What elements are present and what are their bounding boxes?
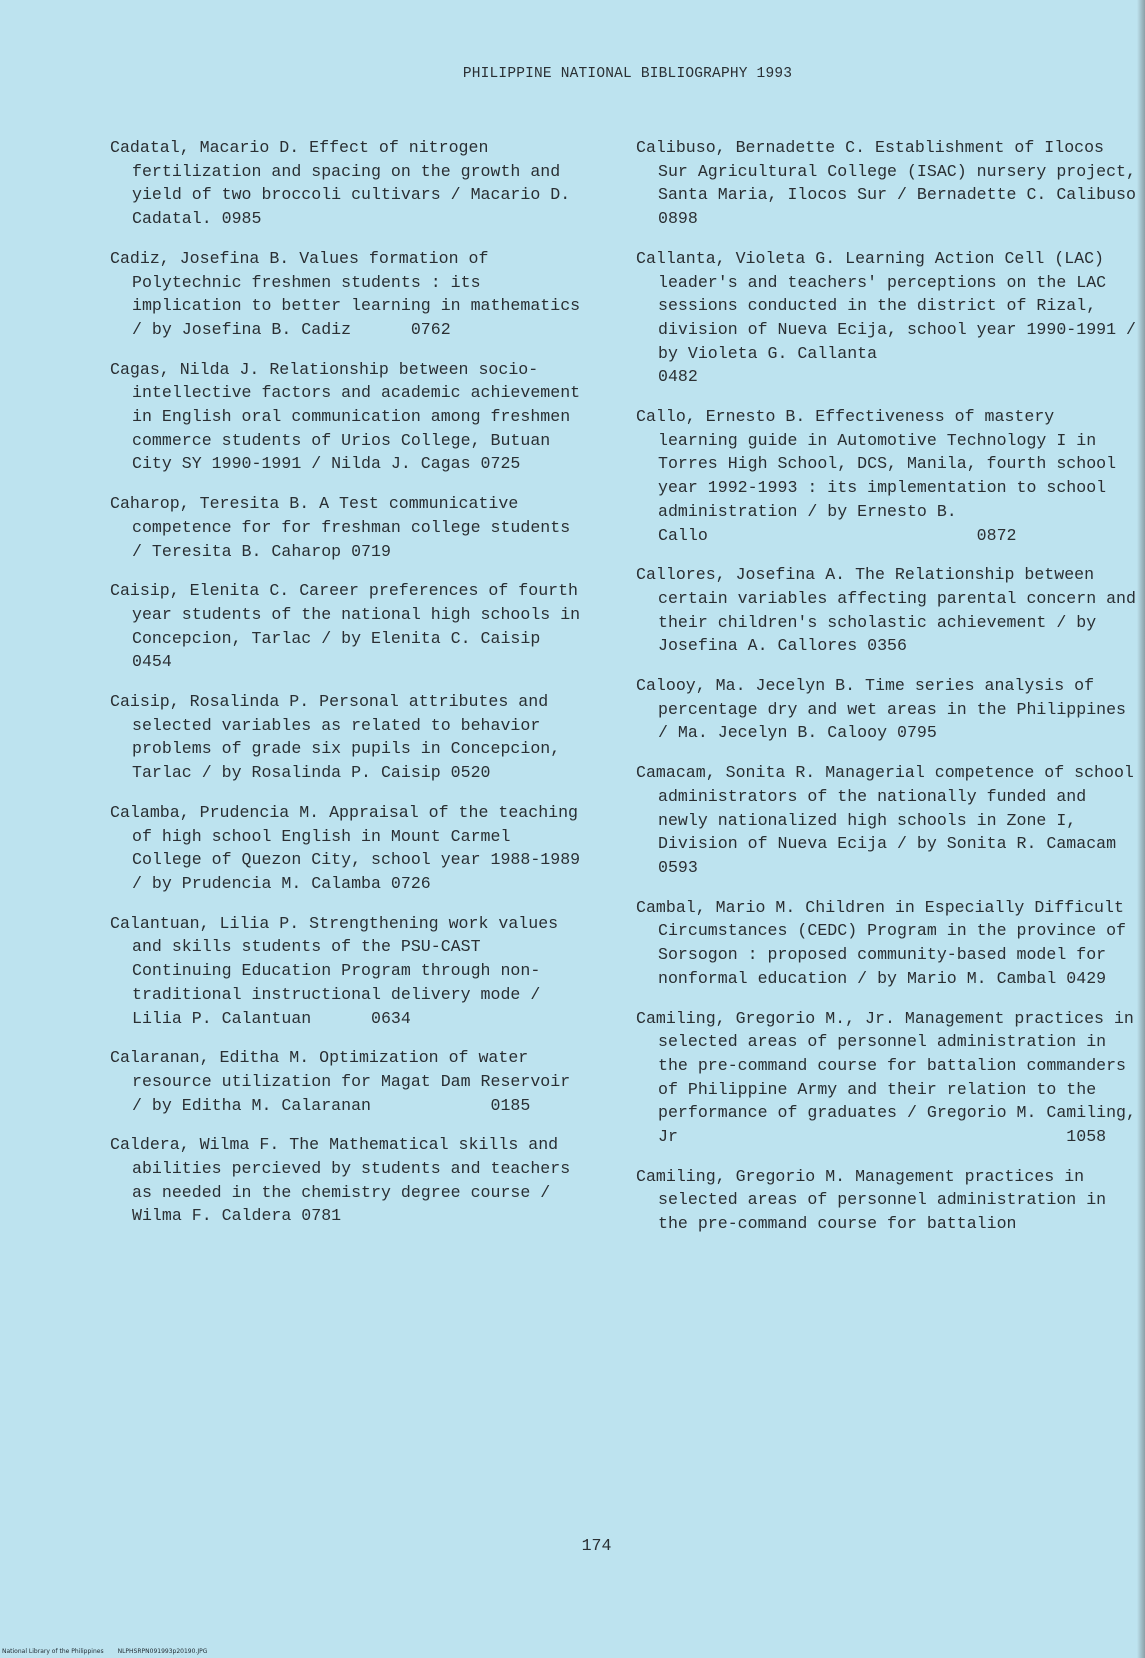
- running-header-title: PHILIPPINE NATIONAL BIBLIOGRAPHY 1993: [462, 66, 793, 82]
- bibliography-entry: Cadatal, Macario D. Effect of nitrogen fertilization and spacing on the growth and yield of two broccoli cultivars / Macario D. Cadatal. 0985: [110, 138, 571, 229]
- bibliography-entry: Caharop, Teresita B. A Test communicative competence for for freshman college students / Teresita B. Caharop 0719: [110, 494, 571, 561]
- bibliography-entry: Callores, Josefina A. The Relationship between certain variables affecting parental concern and their children's scholastic achievement / by Josefina A. Callores 0356: [636, 565, 1136, 656]
- running-header: [0, 66, 1145, 82]
- bibliography-entry: Cadiz, Josefina B. Values formation of Polytechnic freshmen students : its implication to better learning in mathematics / by Josefina B. Cadiz 0762: [110, 248, 581, 339]
- page-number: [0, 1536, 1145, 1555]
- right-column: [636, 136, 1136, 1236]
- bibliography-entry: Calaranan, Editha M. Optimization of water resource utilization for Magat Dam Reservoir / by Editha M. Calaranan 0185: [110, 1048, 571, 1115]
- bibliography-entry: Cambal, Mario M. Children in Especially Difficult Circumstances (CEDC) Program in the province of Sorsogon : proposed community-based model for nonformal education / by Mario M. Cambal 0429: [636, 897, 1127, 988]
- credit-library: National Library of the Philippines: [2, 1648, 104, 1655]
- bibliography-entry: Camacam, Sonita R. Managerial competence of school administrators of the nationally funded and newly nationalized high schools in Zone I, Division of Nueva Ecija / by Sonita R. Camacam 0593: [636, 763, 1134, 877]
- bibliography-entry: Callanta, Violeta G. Learning Action Cell (LAC) leader's and teachers' perceptions on the LAC sessions conducted in the district of Rizal, division of Nueva Ecija, school year 1990-1991 / by Violeta G. Callanta 0482: [636, 248, 1136, 387]
- bibliography-entry: Caldera, Wilma F. The Mathematical skills and abilities percieved by students and teachers as needed in the chemistry degree course / Wilma F. Caldera 0781: [110, 1135, 571, 1226]
- bibliography-entry: Camiling, Gregorio M., Jr. Management practices in selected areas of personnel administration in the pre-command course for battalion commanders of Philippine Army and their relation to the performance of graduates / Gregorio M. Camiling, Jr 1058: [636, 1008, 1136, 1147]
- page-number-text: 174: [581, 1536, 612, 1555]
- bibliography-entry: Calooy, Ma. Jecelyn B. Time series analysis of percentage dry and wet areas in the Philippines / Ma. Jecelyn B. Calooy 0795: [636, 676, 1127, 743]
- bibliography-entry: Cagas, Nilda J. Relationship between socio-intellective factors and academic achievement in English oral communication among freshmen commerce students of Urios College, Butuan City SY 1990-1991 / Nilda J. Cagas 0725: [110, 359, 581, 474]
- bibliography-entry: Calibuso, Bernadette C. Establishment of Ilocos Sur Agricultural College (ISAC) nursery project, Santa Maria, Ilocos Sur / Bernadette C. Calibuso 0898: [636, 138, 1136, 229]
- credit-file: NLPHSRPN091993p20190.JPG: [117, 1648, 208, 1655]
- bibliography-entry: Caisip, Elenita C. Career preferences of fourth year students of the national high schools in Concepcion, Tarlac / by Elenita C. Caisip 0454: [110, 581, 581, 672]
- bibliography-entry: Calamba, Prudencia M. Appraisal of the teaching of high school English in Mount Carmel College of Quezon City, school year 1988-1989 / by Prudencia M. Calamba 0726: [110, 802, 581, 893]
- bibliography-entry: Camiling, Gregorio M. Management practices in selected areas of personnel administration in the pre-command course for battalion: [636, 1166, 1107, 1234]
- bibliography-entry: Calantuan, Lilia P. Strengthening work values and skills students of the PSU-CAST Continuing Education Program through non-traditional instructional delivery mode / Lilia P. Calantuan 0634: [110, 913, 559, 1028]
- left-column: [110, 136, 590, 1228]
- scan-credit: [2, 1648, 207, 1655]
- bibliography-entry: Caisip, Rosalinda P. Personal attributes and selected variables as related to behavior problems of grade six pupils in Concepcion, Tarlac / by Rosalinda P. Caisip 0520: [110, 692, 561, 783]
- page-edge-shadow: [1137, 0, 1145, 1658]
- bibliography-entry: Callo, Ernesto B. Effectiveness of mastery learning guide in Automotive Technology I in Torres High School, DCS, Manila, fourth school year 1992-1993 : its implementation to school administration / by Ernesto B. Callo 0872: [636, 407, 1117, 545]
